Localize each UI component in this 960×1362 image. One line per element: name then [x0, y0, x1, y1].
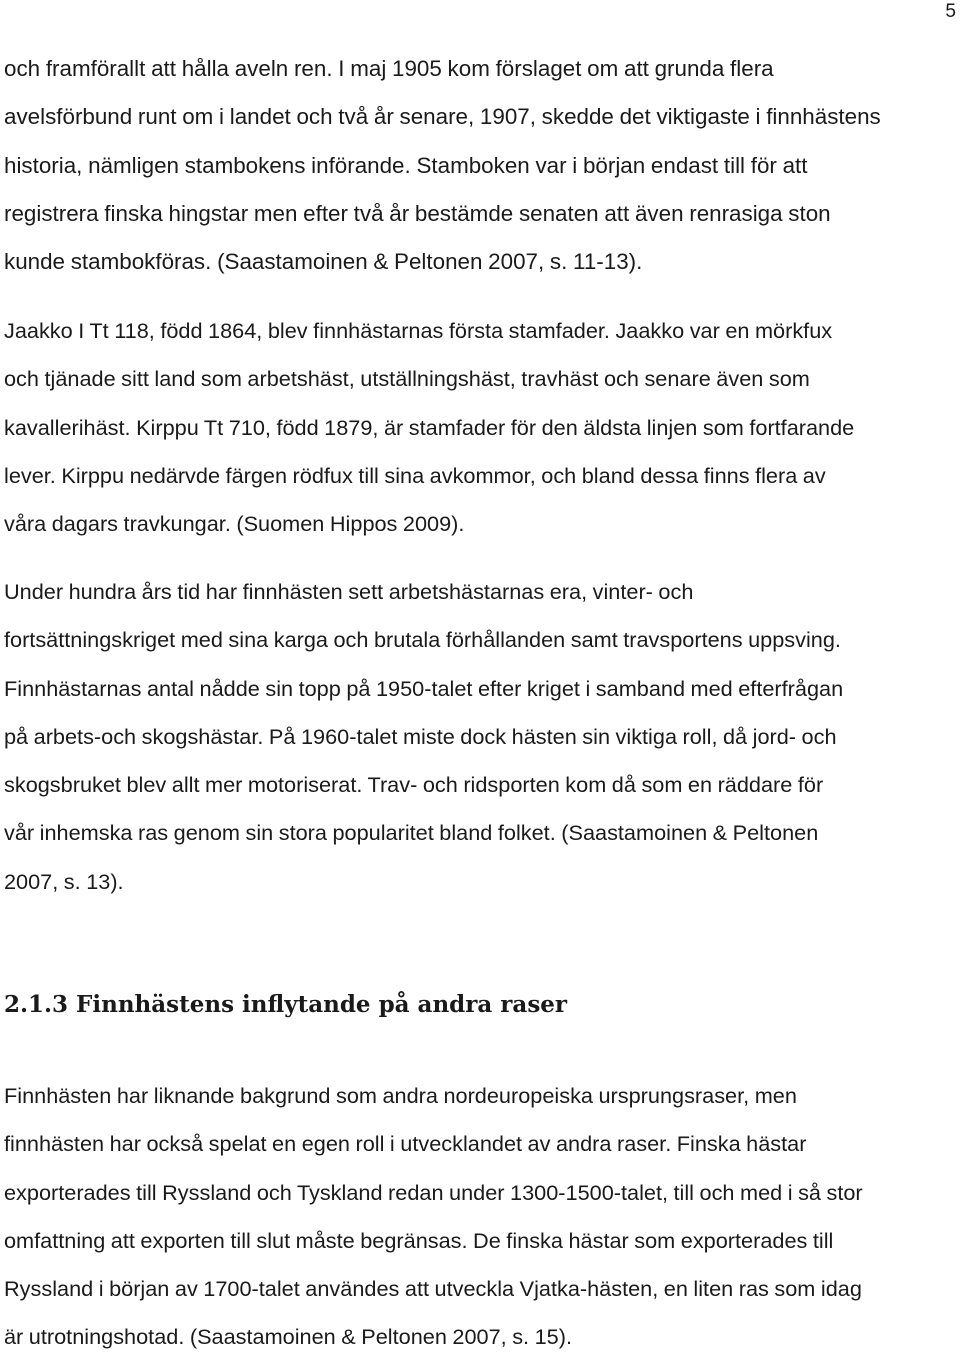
text-line: kavallerihäst. Kirppu Tt 710, född 1879, är stamfader för den äldsta linjen som fortfarande — [4, 414, 855, 440]
text-line: registrera finska hingstar men efter två år bestämde senaten att även renrasiga ston — [4, 200, 831, 226]
text-line: lever. Kirppu nedärvde färgen rödfux till sina avkommor, och bland dessa finns flera av — [4, 462, 826, 488]
text-line: våra dagars travkungar. (Suomen Hippos 2009). — [4, 511, 465, 537]
text-line: Ryssland i början av 1700-talet användes att utveckla Vjatka-hästen, en liten ras som idag — [4, 1276, 862, 1302]
text-line: och tjänade sitt land som arbetshäst, utställningshäst, travhäst och senare även som — [4, 366, 810, 392]
text-line: avelsförbund runt om i landet och två år senare, 1907, skedde det viktigaste i finnhästens — [4, 104, 881, 130]
text-line: skogsbruket blev allt mer motoriserat. Trav- och ridsporten kom då som en räddare för — [4, 772, 824, 798]
paragraph-4 — [4, 1072, 956, 1362]
text-line: finnhästen har också spelat en egen roll i utvecklandet av andra raser. Finska hästar — [4, 1131, 807, 1157]
text-line: och framförallt att hålla aveln ren. I maj 1905 kom förslaget om att grunda flera — [4, 56, 774, 81]
text-line: är utrotningshotad. (Saastamoinen & Peltonen 2007, s. 15). — [4, 1324, 572, 1350]
paragraph-1 — [4, 45, 956, 286]
text-line: historia, nämligen stambokens införande. Stamboken var i början endast till för att — [4, 152, 808, 178]
text-line: Finnhästarnas antal nådde sin topp på 1950-talet efter kriget i samband med efterfrågan — [4, 675, 844, 701]
text-line: vår inhemska ras genom sin stora popularitet bland folket. (Saastamoinen & Peltonen — [4, 820, 819, 846]
page-number: 5 — [945, 1, 956, 22]
text-line: omfattning att exporten till slut måste begränsas. De finska hästar som exporterades till — [4, 1227, 834, 1253]
paragraph-3 — [4, 568, 956, 906]
text-line: på arbets-och skogshästar. På 1960-talet miste dock hästen sin viktiga roll, då jord- och — [4, 723, 837, 749]
text-line: Jaakko I Tt 118, född 1864, blev finnhästarnas första stamfader. Jaakko var en mörkfux — [4, 318, 833, 343]
text-line: 2007, s. 13). — [4, 868, 124, 894]
text-line: exporterades till Ryssland och Tyskland redan under 1300-1500-talet, till och med i så stor — [4, 1179, 863, 1205]
text-line: fortsättningskriget med sina karga och brutala förhållanden samt travsportens uppsving. — [4, 627, 841, 653]
text-line: Finnhästen har liknande bakgrund som andra nordeuropeiska ursprungsraser, men — [4, 1083, 797, 1108]
paragraph-2 — [4, 307, 956, 548]
text-line: kunde stambokföras. (Saastamoinen & Peltonen 2007, s. 11-13). — [4, 249, 643, 275]
section-heading: 2.1.3 Finnhästens inflytande på andra raser — [4, 991, 568, 1018]
text-line: Under hundra års tid har finnhästen sett arbetshästarnas era, vinter- och — [4, 579, 694, 604]
